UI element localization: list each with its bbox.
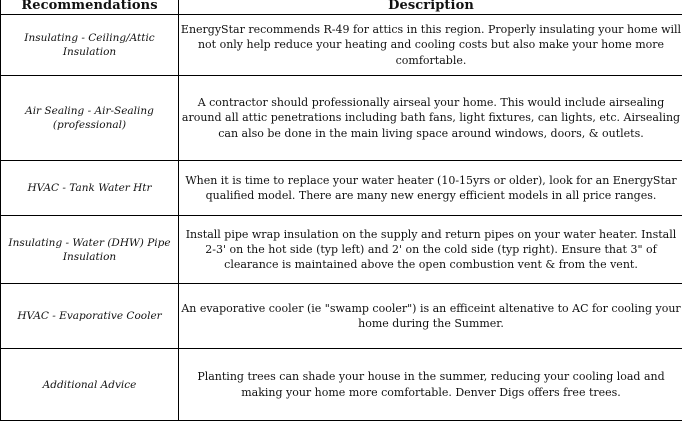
table-row (1, 216, 682, 284)
recommendation-cell: Insulating - Ceiling/Attic Insulation (1, 15, 179, 76)
table-row (1, 76, 682, 161)
table-row (1, 284, 682, 349)
recommendation-cell: HVAC - Evaporative Cooler (1, 284, 179, 349)
description-header: Description (179, 0, 682, 15)
description-cell: A contractor should professionally airseal your home. This would include airsealing around all attic penetrations including bath fans, light fixtures, can lights, etc. Airsealing can also be done in the main living space around windows, doors, & outlets. (179, 76, 682, 161)
description-cell: Install pipe wrap insulation on the supply and return pipes on your water heater. Install 2-3' on the hot side (typ left) and 2' on the cold side (typ right). Ensure that 3" of clearance is maintained above the open combustion vent & from the vent. (179, 216, 682, 284)
recommendation-cell: Additional Advice (1, 349, 179, 421)
table-row (1, 349, 682, 421)
recommendations-header: Recommendations (1, 0, 179, 15)
header-row (1, 0, 682, 15)
recommendation-cell: Air Sealing - Air-Sealing (professional) (1, 76, 179, 161)
table-row (1, 15, 682, 76)
recommendation-cell: HVAC - Tank Water Htr (1, 161, 179, 216)
recommendation-cell: Insulating - Water (DHW) Pipe Insulation (1, 216, 179, 284)
description-cell: Planting trees can shade your house in the summer, reducing your cooling load and making your home more comfortable. Denver Digs offers free trees. (179, 349, 682, 421)
description-cell: When it is time to replace your water heater (10-15yrs or older), look for an EnergyStar qualified model. There are many new energy efficient models in all price ranges. (179, 161, 682, 216)
table-row (1, 161, 682, 216)
description-cell: EnergyStar recommends R-49 for attics in this region. Properly insulating your home will not only help reduce your heating and cooling costs but also make your home more comfortable. (179, 15, 682, 76)
description-cell: An evaporative cooler (ie "swamp cooler") is an efficeint altenative to AC for cooling your home during the Summer. (179, 284, 682, 349)
